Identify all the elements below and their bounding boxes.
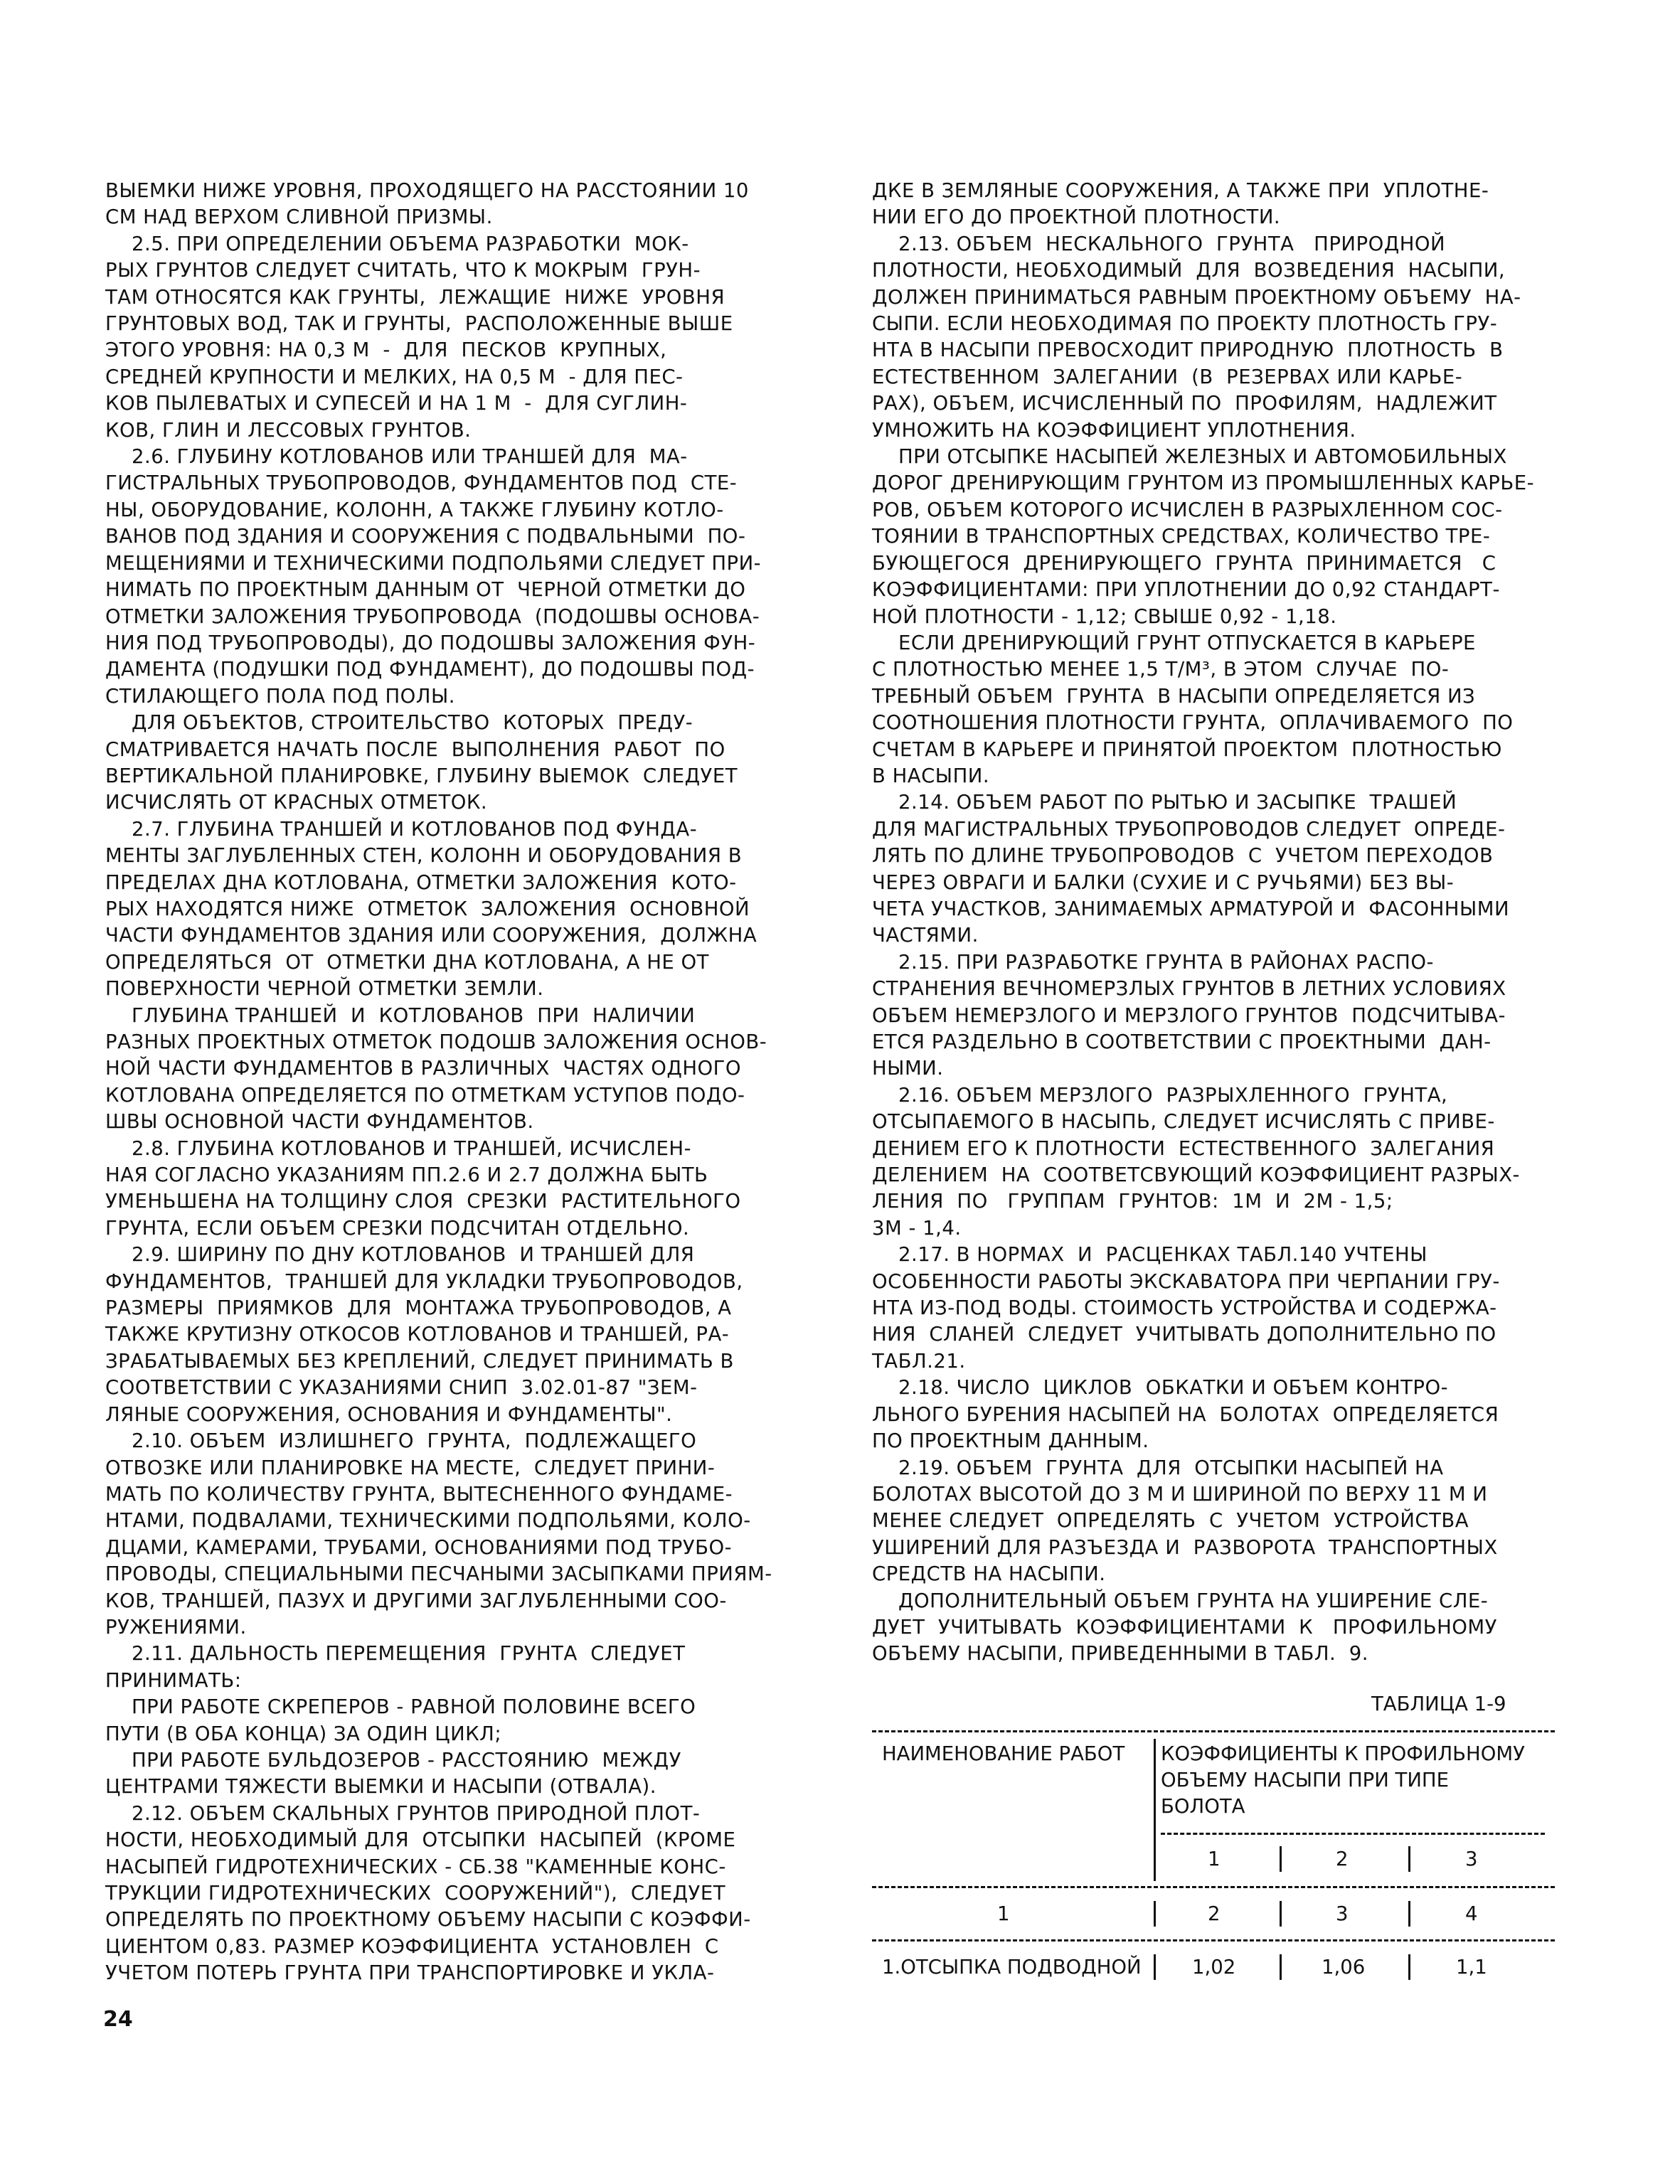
text-line: РАЗНЫХ ПРОЕКТНЫХ ОТМЕТОК ПОДОШВ ЗАЛОЖЕНИЯ ОСНОВ- [105, 1030, 767, 1053]
table-group-header-line-2: ОБЪЕМУ НАСЫПИ ПРИ ТИПЕ [1161, 1769, 1449, 1791]
text-line: ЕСТЕСТВЕННОМ ЗАЛЕГАНИИ (В РЕЗЕРВАХ ИЛИ КАРЬЕ- [872, 365, 1463, 388]
text-line: ОПРЕДЕЛЯТЬ ПО ПРОЕКТНОМУ ОБЪЕМУ НАСЫПИ С КОЭФФИ- [105, 1908, 751, 1932]
text-line: ЭТОГО УРОВНЯ: НА 0,3 М - ДЛЯ ПЕСКОВ КРУПНЫХ, [105, 339, 667, 362]
text-line: ФУНДАМЕНТОВ, ТРАНШЕЙ ДЛЯ УКЛАДКИ ТРУБОПРОВОДОВ, [105, 1269, 743, 1293]
text-line: ЛЯНЫЕ СООРУЖЕНИЯ, ОСНОВАНИЯ И ФУНДАМЕНТЫ". [105, 1402, 673, 1426]
text-line: ЗРАБАТЫВАЕМЫХ БЕЗ КРЕПЛЕНИЙ, СЛЕДУЕТ ПРИНИМАТЬ В [105, 1349, 734, 1373]
text-line: СРЕДНЕЙ КРУПНОСТИ И МЕЛКИХ, НА 0,5 М - ДЛЯ ПЕС- [105, 365, 684, 388]
text-line: МАТЬ ПО КОЛИЧЕСТВУ ГРУНТА, ВЫТЕСНЕННОГО ФУНДАМЕ- [105, 1482, 733, 1506]
text-line: 3М - 1,4. [872, 1216, 962, 1240]
text-line: КОВ, ТРАНШЕЙ, ПАЗУХ И ДРУГИМИ ЗАГЛУБЛЕННЫМИ СОО- [105, 1589, 727, 1612]
text-line: ЧЕРЕЗ ОВРАГИ И БАЛКИ (СУХИЕ И С РУЧЬЯМИ) БЕЗ ВЫ- [872, 870, 1455, 894]
left-text-column [105, 178, 794, 1987]
text-line: РУЖЕНИЯМИ. [105, 1615, 247, 1639]
text-line: РЫХ ГРУНТОВ СЛЕДУЕТ СЧИТАТЬ, ЧТО К МОКРЫМ ГРУН- [105, 259, 701, 282]
text-line: ЧАСТИ ФУНДАМЕНТОВ ЗДАНИЯ ИЛИ СООРУЖЕНИЯ, ДОЛЖНА [105, 924, 757, 947]
table-divider [1408, 1846, 1410, 1872]
text-line: 2.7. ГЛУБИНА ТРАНШЕЙ И КОТЛОВАНОВ ПОД ФУНДА- [105, 817, 698, 841]
text-line: 2.11. ДАЛЬНОСТЬ ПЕРЕМЕЩЕНИЯ ГРУНТА СЛЕДУЕТ [105, 1642, 686, 1666]
text-line: 2.6. ГЛУБИНУ КОТЛОВАНОВ ИЛИ ТРАНШЕЙ ДЛЯ МА- [105, 445, 688, 469]
text-line: ТАКЖЕ КРУТИЗНУ ОТКОСОВ КОТЛОВАНОВ И ТРАНШЕЙ, РА- [105, 1323, 730, 1346]
text-line: ТАМ ОТНОСЯТСЯ КАК ГРУНТЫ, ЛЕЖАЩИЕ НИЖЕ УРОВНЯ [105, 285, 725, 309]
text-line: НТАМИ, ПОДВАЛАМИ, ТЕХНИЧЕСКИМИ ПОДПОЛЬЯМИ, КОЛО- [105, 1509, 751, 1533]
table-colnum-2: 2 [1208, 1902, 1221, 1925]
text-line: НИЯ ПОД ТРУБОПРОВОДЫ), ДО ПОДОШВЫ ЗАЛОЖЕНИЯ ФУН- [105, 631, 756, 654]
text-line: ВЫЕМКИ НИЖЕ УРОВНЯ, ПРОХОДЯЩЕГО НА РАССТОЯНИИ 10 [105, 179, 749, 202]
text-line: ТРЕБНЫЙ ОБЪЕМ ГРУНТА В НАСЫПИ ОПРЕДЕЛЯЕТСЯ ИЗ [872, 684, 1476, 708]
text-line: ЦИЕНТОМ 0,83. РАЗМЕР КОЭФФИЦИЕНТА УСТАНОВЛЕН С [105, 1934, 719, 1958]
text-line: ПОВЕРХНОСТИ ЧЕРНОЙ ОТМЕТКИ ЗЕМЛИ. [105, 977, 544, 1001]
text-line: КОЭФФИЦИЕНТАМИ: ПРИ УПЛОТНЕНИИ ДО 0,92 СТАНДАРТ- [872, 578, 1500, 602]
table-subheader-1: 1 [1208, 1848, 1221, 1870]
table-divider [1154, 1954, 1156, 1980]
text-line: РЫХ НАХОДЯТСЯ НИЖЕ ОТМЕТОК ЗАЛОЖЕНИЯ ОСНОВНОЙ [105, 897, 750, 920]
text-line: КОВ ПЫЛЕВАТЫХ И СУПЕСЕЙ И НА 1 М - ДЛЯ СУГЛИН- [105, 392, 688, 415]
text-line: ЦЕНТРАМИ ТЯЖЕСТИ ВЫЕМКИ И НАСЫПИ (ОТВАЛА). [105, 1775, 656, 1799]
text-line: ПРИ ОТСЫПКЕ НАСЫПЕЙ ЖЕЛЕЗНЫХ И АВТОМОБИЛЬНЫХ [872, 445, 1507, 469]
text-line: ДОПОЛНИТЕЛЬНЫЙ ОБЪЕМ ГРУНТА НА УШИРЕНИЕ СЛЕ- [872, 1589, 1489, 1612]
text-line: ПЛОТНОСТИ, НЕОБХОДИМЫЙ ДЛЯ ВОЗВЕДЕНИЯ НАСЫПИ, [872, 259, 1506, 282]
text-line: ПРИНИМАТЬ: [105, 1668, 242, 1692]
page-number: 24 [103, 2007, 133, 2032]
text-line: ТАБЛ.21. [872, 1349, 966, 1373]
text-line: ОПРЕДЕЛЯТЬСЯ ОТ ОТМЕТКИ ДНА КОТЛОВАНА, А НЕ ОТ [105, 950, 709, 974]
text-line: ДЛЯ МАГИСТРАЛЬНЫХ ТРУБОПРОВОДОВ СЛЕДУЕТ ОПРЕДЕ- [872, 817, 1506, 841]
text-line: ГИСТРАЛЬНЫХ ТРУБОПРОВОДОВ, ФУНДАМЕНТОВ ПОД СТЕ- [105, 472, 738, 495]
text-line: ЕТСЯ РАЗДЕЛЬНО В СООТВЕТСТВИИ С ПРОЕКТНЫМИ ДАН- [872, 1030, 1492, 1053]
text-line: ДУЕТ УЧИТЫВАТЬ КОЭФФИЦИЕНТАМИ К ПРОФИЛЬНОМУ [872, 1615, 1497, 1639]
text-line: ПРИ РАБОТЕ БУЛЬДОЗЕРОВ - РАССТОЯНИЮ МЕЖДУ [105, 1748, 681, 1772]
text-line: МЕНЕЕ СЛЕДУЕТ ОПРЕДЕЛЯТЬ С УЧЕТОМ УСТРОЙСТВА [872, 1509, 1469, 1533]
text-line: ТРУКЦИИ ГИДРОТЕХНИЧЕСКИХ СООРУЖЕНИЙ"), СЛЕДУЕТ [105, 1882, 725, 1905]
text-line: ПО ПРОЕКТНЫМ ДАННЫМ. [872, 1429, 1149, 1453]
table-col1-header: НАИМЕНОВАНИЕ РАБОТ [882, 1742, 1125, 1765]
table-divider [1280, 1846, 1282, 1872]
text-line: СТРАНЕНИЯ ВЕЧНОМЕРЗЛЫХ ГРУНТОВ В ЛЕТНИХ УСЛОВИЯХ [872, 977, 1506, 1001]
text-line: СООТВЕТСТВИИ С УКАЗАНИЯМИ СНИП 3.02.01-87 "ЗЕМ- [105, 1376, 698, 1400]
text-line: ПРОВОДЫ, СПЕЦИАЛЬНЫМИ ПЕСЧАНЫМИ ЗАСЫПКАМИ ПРИЯМ- [105, 1562, 772, 1586]
text-line: НЫМИ. [872, 1057, 944, 1080]
text-line: ОТМЕТКИ ЗАЛОЖЕНИЯ ТРУБОПРОВОДА (ПОДОШВЫ ОСНОВА- [105, 604, 760, 628]
text-line: МЕНТЫ ЗАГЛУБЛЕННЫХ СТЕН, КОЛОНН И ОБОРУДОВАНИЯ В [105, 844, 743, 868]
text-line: ДЦАМИ, КАМЕРАМИ, ТРУБАМИ, ОСНОВАНИЯМИ ПОД ТРУБО- [105, 1535, 733, 1559]
text-line: 2.18. ЧИСЛО ЦИКЛОВ ОБКАТКИ И ОБЪЕМ КОНТРО- [872, 1376, 1449, 1400]
text-line: ЧАСТЯМИ. [872, 924, 979, 947]
table-divider [1154, 1901, 1156, 1927]
text-line: РАХ), ОБЪЕМ, ИСЧИСЛЕННЫЙ ПО ПРОФИЛЯМ, НАДЛЕЖИТ [872, 392, 1497, 415]
text-line: ДКЕ В ЗЕМЛЯНЫЕ СООРУЖЕНИЯ, А ТАКЖЕ ПРИ УПЛОТНЕ- [872, 179, 1489, 202]
text-line: ДЕЛЕНИЕМ НА СООТВЕТСВУЮЩИЙ КОЭФФИЦИЕНТ РАЗРЫХ- [872, 1163, 1520, 1187]
text-line: ЧЕТА УЧАСТКОВ, ЗАНИМАЕМЫХ АРМАТУРОЙ И ФАСОННЫМИ [872, 897, 1510, 920]
text-line: ДОЛЖЕН ПРИНИМАТЬСЯ РАВНЫМ ПРОЕКТНОМУ ОБЪЕМУ НА- [872, 285, 1521, 309]
text-line: НОЙ ЧАСТИ ФУНДАМЕНТОВ В РАЗЛИЧНЫХ ЧАСТЯХ ОДНОГО [105, 1057, 742, 1080]
text-line: ЛЬНОГО БУРЕНИЯ НАСЫПЕЙ НА БОЛОТАХ ОПРЕДЕЛЯЕТСЯ [872, 1402, 1499, 1426]
text-line: КОТЛОВАНА ОПРЕДЕЛЯЕТСЯ ПО ОТМЕТКАМ УСТУПОВ ПОДО- [105, 1083, 745, 1107]
text-line: ШВЫ ОСНОВНОЙ ЧАСТИ ФУНДАМЕНТОВ. [105, 1110, 534, 1134]
table-header-rule [872, 1886, 1555, 1888]
text-line: 2.9. ШИРИНУ ПО ДНУ КОТЛОВАНОВ И ТРАНШЕЙ ДЛЯ [105, 1243, 695, 1267]
text-line: УЧЕТОМ ПОТЕРЬ ГРУНТА ПРИ ТРАНСПОРТИРОВКЕ И УКЛА- [105, 1961, 715, 1985]
table-group-header-line-1: КОЭФФИЦИЕНТЫ К ПРОФИЛЬНОМУ [1161, 1742, 1525, 1765]
text-line: ЕСЛИ ДРЕНИРУЮЩИЙ ГРУНТ ОТПУСКАЕТСЯ В КАРЬЕРЕ [872, 631, 1476, 654]
table-top-rule [872, 1730, 1555, 1732]
text-line: УМНОЖИТЬ НА КОЭФФИЦИЕНТ УПЛОТНЕНИЯ. [872, 418, 1356, 442]
table-row-1-value-1: 1,02 [1192, 1956, 1236, 1978]
text-line: СЧЕТАМ В КАРЬЕРЕ И ПРИНЯТОЙ ПРОЕКТОМ ПЛОТНОСТЬЮ [872, 737, 1502, 761]
text-line: ГРУНТА, ЕСЛИ ОБЪЕМ СРЕЗКИ ПОДСЧИТАН ОТДЕЛЬНО. [105, 1216, 690, 1240]
text-line: УМЕНЬШЕНА НА ТОЛЩИНУ СЛОЯ СРЕЗКИ РАСТИТЕЛЬНОГО [105, 1190, 741, 1213]
text-line: 2.12. ОБЪЕМ СКАЛЬНЫХ ГРУНТОВ ПРИРОДНОЙ ПЛОТ- [105, 1801, 701, 1825]
text-line: ПУТИ (В ОБА КОНЦА) ЗА ОДИН ЦИКЛ; [105, 1722, 502, 1745]
text-line: ВЕРТИКАЛЬНОЙ ПЛАНИРОВКЕ, ГЛУБИНУ ВЫЕМОК СЛЕДУЕТ [105, 764, 738, 787]
table-row-1-name: 1.ОТСЫПКА ПОДВОДНОЙ [882, 1956, 1142, 1978]
text-line: ДОРОГ ДРЕНИРУЮЩИМ ГРУНТОМ ИЗ ПРОМЫШЛЕННЫХ КАРЬЕ- [872, 472, 1535, 495]
text-line: ОТСЫПАЕМОГО В НАСЫПЬ, СЛЕДУЕТ ИСЧИСЛЯТЬ С ПРИВЕ- [872, 1110, 1495, 1134]
text-line: РАЗМЕРЫ ПРИЯМКОВ ДЛЯ МОНТАЖА ТРУБОПРОВОДОВ, А [105, 1296, 732, 1320]
text-line: 2.8. ГЛУБИНА КОТЛОВАНОВ И ТРАНШЕЙ, ИСЧИСЛЕН- [105, 1136, 692, 1160]
text-line: В НАСЫПИ. [872, 764, 990, 787]
text-line: 2.17. В НОРМАХ И РАСЦЕНКАХ ТАБЛ.140 УЧТЕНЫ [872, 1243, 1428, 1267]
text-line: ИСЧИСЛЯТЬ ОТ КРАСНЫХ ОТМЕТОК. [105, 791, 488, 814]
table-colnum-3: 3 [1336, 1902, 1349, 1925]
table-group-header-line-3: БОЛОТА [1161, 1795, 1245, 1818]
text-line: НТА ИЗ-ПОД ВОДЫ. СТОИМОСТЬ УСТРОЙСТВА И СОДЕРЖА- [872, 1296, 1497, 1320]
text-line: ДАМЕНТА (ПОДУШКИ ПОД ФУНДАМЕНТ), ДО ПОДОШВЫ ПОД- [105, 658, 755, 681]
text-line: НОСТИ, НЕОБХОДИМЫЙ ДЛЯ ОТСЫПКИ НАСЫПЕЙ (КРОМЕ [105, 1828, 736, 1852]
text-line: СЫПИ. ЕСЛИ НЕОБХОДИМАЯ ПО ПРОЕКТУ ПЛОТНОСТЬ ГРУ- [872, 312, 1498, 336]
table-colnum-4: 4 [1465, 1902, 1478, 1925]
text-line: СМ НАД ВЕРХОМ СЛИВНОЙ ПРИЗМЫ. [105, 206, 493, 229]
text-line: ГРУНТОВЫХ ВОД, ТАК И ГРУНТЫ, РАСПОЛОЖЕННЫЕ ВЫШЕ [105, 312, 733, 336]
text-line: СМАТРИВАЕТСЯ НАЧАТЬ ПОСЛЕ ВЫПОЛНЕНИЯ РАБОТ ПО [105, 737, 725, 761]
text-line: 2.19. ОБЪЕМ ГРУНТА ДЛЯ ОТСЫПКИ НАСЫПЕЙ НА [872, 1456, 1444, 1479]
text-line: ЛЯТЬ ПО ДЛИНЕ ТРУБОПРОВОДОВ С УЧЕТОМ ПЕРЕХОДОВ [872, 844, 1494, 868]
text-line: ДЕНИЕМ ЕГО К ПЛОТНОСТИ ЕСТЕСТВЕННОГО ЗАЛЕГАНИЯ [872, 1136, 1495, 1160]
text-line: ВАНОВ ПОД ЗДАНИЯ И СООРУЖЕНИЯ С ПОДВАЛЬНЫМИ ПО- [105, 525, 746, 548]
text-line: 2.16. ОБЪЕМ МЕРЗЛОГО РАЗРЫХЛЕННОГО ГРУНТА, [872, 1083, 1448, 1107]
table-subheader-rule [1161, 1833, 1545, 1835]
table-divider [1280, 1954, 1282, 1980]
text-line: КОВ, ГЛИН И ЛЕССОВЫХ ГРУНТОВ. [105, 418, 472, 442]
text-line: НАЯ СОГЛАСНО УКАЗАНИЯМ ПП.2.6 И 2.7 ДОЛЖНА БЫТЬ [105, 1163, 708, 1187]
table-subheader-3: 3 [1465, 1848, 1478, 1870]
table-header-divider [1154, 1739, 1156, 1881]
text-line: ПРЕДЕЛАХ ДНА КОТЛОВАНА, ОТМЕТКИ ЗАЛОЖЕНИЯ КОТО- [105, 870, 737, 894]
text-line: 2.13. ОБЪЕМ НЕСКАЛЬНОГО ГРУНТА ПРИРОДНОЙ [872, 232, 1446, 255]
table-divider [1408, 1954, 1410, 1980]
text-line: ОСОБЕННОСТИ РАБОТЫ ЭКСКАВАТОРА ПРИ ЧЕРПАНИИ ГРУ- [872, 1269, 1500, 1293]
table-subheader-2: 2 [1336, 1848, 1349, 1870]
text-line: НИМАТЬ ПО ПРОЕКТНЫМ ДАННЫМ ОТ ЧЕРНОЙ ОТМЕТКИ ДО [105, 578, 746, 602]
text-line: НЫ, ОБОРУДОВАНИЕ, КОЛОНН, А ТАКЖЕ ГЛУБИНУ КОТЛО- [105, 498, 724, 521]
table-caption: ТАБЛИЦА 1-9 [1371, 1693, 1506, 1715]
table-numbers-rule [872, 1939, 1555, 1941]
text-line: СТИЛАЮЩЕГО ПОЛА ПОД ПОЛЫ. [105, 684, 455, 708]
text-line: 2.5. ПРИ ОПРЕДЕЛЕНИИ ОБЪЕМА РАЗРАБОТКИ МОК- [105, 232, 689, 255]
table-colnum-1: 1 [997, 1902, 1010, 1925]
text-line: СООТНОШЕНИЯ ПЛОТНОСТИ ГРУНТА, ОПЛАЧИВАЕМОГО ПО [872, 711, 1514, 735]
text-line: ОБЪЕМ НЕМЕРЗЛОГО И МЕРЗЛОГО ГРУНТОВ ПОДСЧИТЫВА- [872, 1003, 1506, 1027]
text-line: 2.10. ОБЪЕМ ИЗЛИШНЕГО ГРУНТА, ПОДЛЕЖАЩЕГО [105, 1429, 697, 1453]
table-divider [1280, 1901, 1282, 1927]
table-divider [1408, 1901, 1410, 1927]
text-line: ДЛЯ ОБЪЕКТОВ, СТРОИТЕЛЬСТВО КОТОРЫХ ПРЕДУ- [105, 711, 693, 735]
text-line: СРЕДСТВ НА НАСЫПИ. [872, 1562, 1106, 1586]
table-row-1-value-3: 1,1 [1456, 1956, 1487, 1978]
text-line: НИЯ СЛАНЕЙ СЛЕДУЕТ УЧИТЫВАТЬ ДОПОЛНИТЕЛЬНО ПО [872, 1323, 1496, 1346]
text-line: МЕЩЕНИЯМИ И ТЕХНИЧЕСКИМИ ПОДПОЛЬЯМИ СЛЕДУЕТ ПРИ- [105, 551, 762, 575]
text-line: НАСЫПЕЙ ГИДРОТЕХНИЧЕСКИХ - СБ.38 "КАМЕННЫЕ КОНС- [105, 1855, 726, 1878]
text-line: НОЙ ПЛОТНОСТИ - 1,12; СВЫШЕ 0,92 - 1,18. [872, 604, 1337, 628]
text-line: 2.14. ОБЪЕМ РАБОТ ПО РЫТЬЮ И ЗАСЫПКЕ ТРАШЕЙ [872, 791, 1457, 814]
text-line: С ПЛОТНОСТЬЮ МЕНЕЕ 1,5 Т/М³, В ЭТОМ СЛУЧАЕ ПО- [872, 658, 1450, 681]
text-line: ОТВОЗКЕ ИЛИ ПЛАНИРОВКЕ НА МЕСТЕ, СЛЕДУЕТ ПРИНИ- [105, 1456, 716, 1479]
text-line: БУЮЩЕГОСЯ ДРЕНИРУЮЩЕГО ГРУНТА ПРИНИМАЕТСЯ С [872, 551, 1496, 575]
text-line: НТА В НАСЫПИ ПРЕВОСХОДИТ ПРИРОДНУЮ ПЛОТНОСТЬ В [872, 339, 1504, 362]
text-line: ОБЪЕМУ НАСЫПИ, ПРИВЕДЕННЫМИ В ТАБЛ. 9. [872, 1642, 1369, 1666]
text-line: ЛЕНИЯ ПО ГРУППАМ ГРУНТОВ: 1М И 2М - 1,5; [872, 1190, 1393, 1213]
text-line: 2.15. ПРИ РАЗРАБОТКЕ ГРУНТА В РАЙОНАХ РАСПО- [872, 950, 1434, 974]
text-line: БОЛОТАХ ВЫСОТОЙ ДО 3 М И ШИРИНОЙ ПО ВЕРХУ 11 М И [872, 1482, 1488, 1506]
table-row-1-value-2: 1,06 [1322, 1956, 1366, 1978]
text-line: ТОЯНИИ В ТРАНСПОРТНЫХ СРЕДСТВАХ, КОЛИЧЕСТВО ТРЕ- [872, 525, 1491, 548]
text-line: ГЛУБИНА ТРАНШЕЙ И КОТЛОВАНОВ ПРИ НАЛИЧИИ [105, 1003, 696, 1027]
text-line: НИИ ЕГО ДО ПРОЕКТНОЙ ПЛОТНОСТИ. [872, 206, 1281, 229]
text-line: РОВ, ОБЪЕМ КОТОРОГО ИСЧИСЛЕН В РАЗРЫХЛЕННОМ СОС- [872, 498, 1503, 521]
right-text-column [872, 178, 1561, 1668]
text-line: УШИРЕНИЙ ДЛЯ РАЗЪЕЗДА И РАЗВОРОТА ТРАНСПОРТНЫХ [872, 1535, 1498, 1559]
text-line: ПРИ РАБОТЕ СКРЕПЕРОВ - РАВНОЙ ПОЛОВИНЕ ВСЕГО [105, 1695, 696, 1719]
